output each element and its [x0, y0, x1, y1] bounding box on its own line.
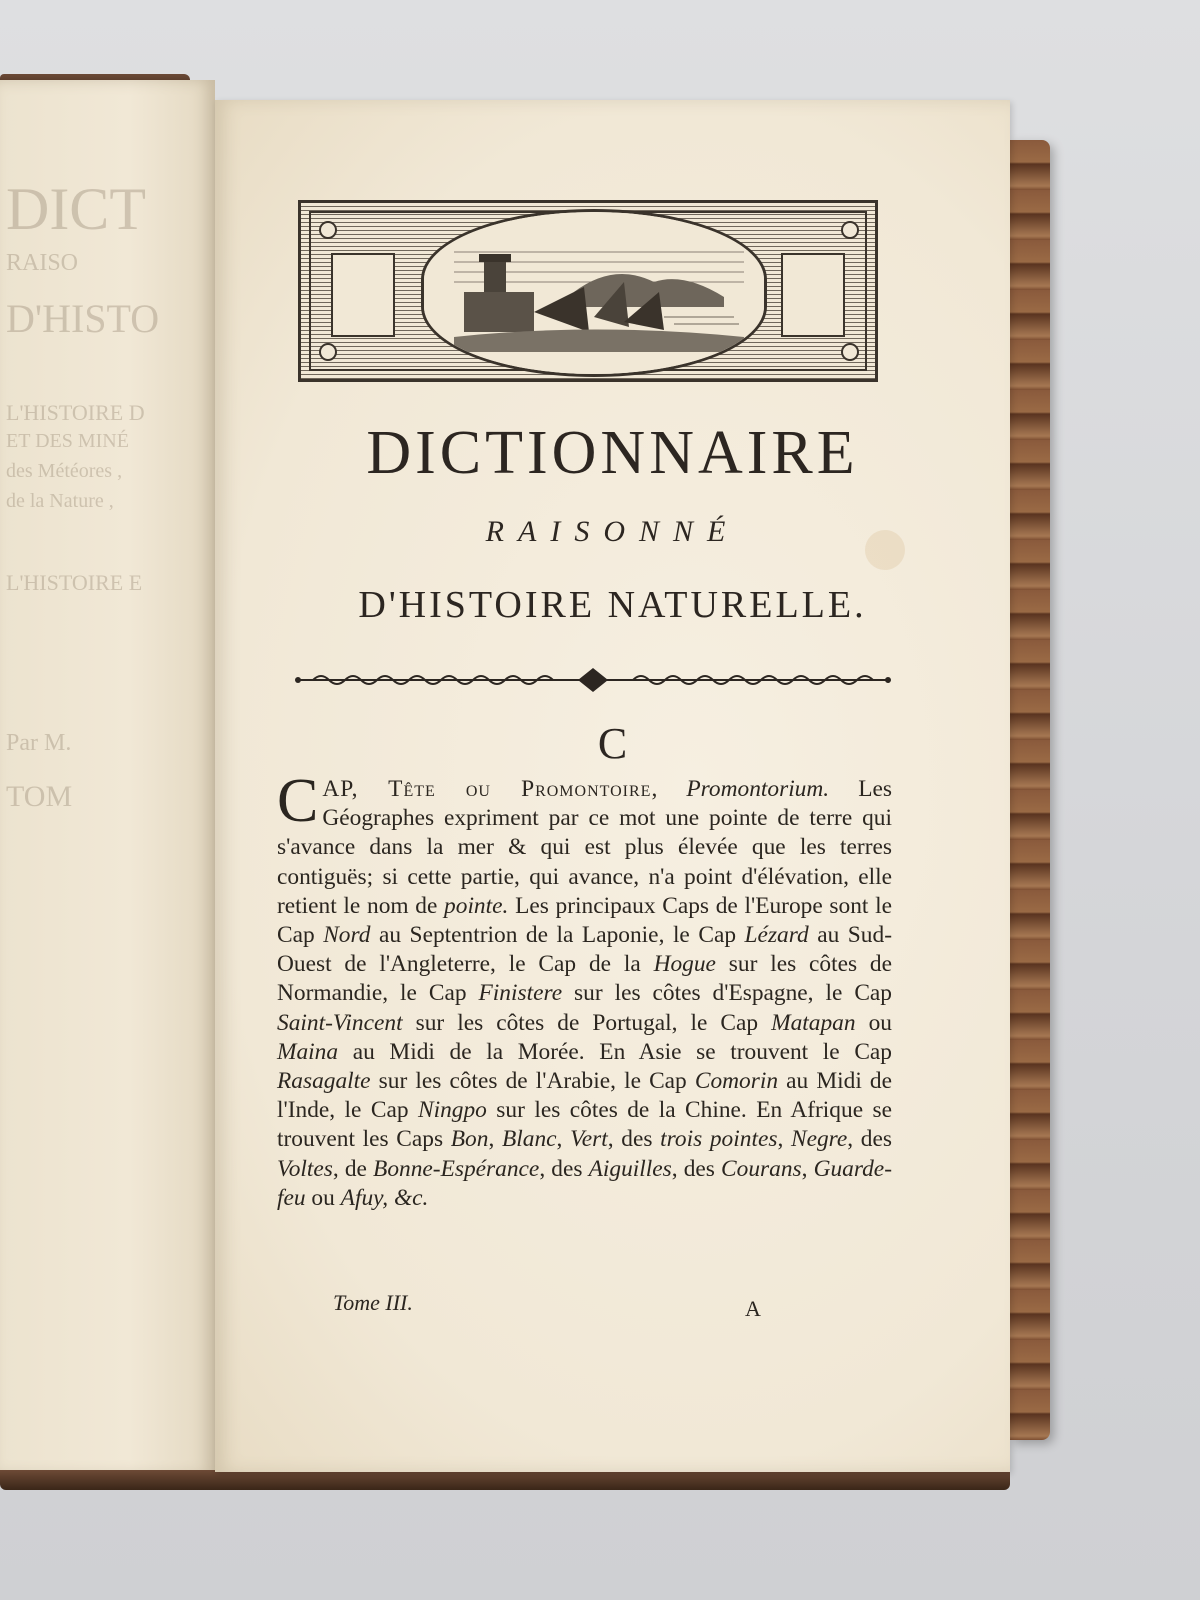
- entry-run: ou: [305, 1184, 341, 1211]
- left-page-ghost-line: Par M.: [6, 730, 72, 756]
- entry-run: , des: [539, 1155, 589, 1182]
- italic-term: Bon: [450, 1126, 489, 1153]
- left-page-ghost-line: de la Nature ,: [6, 490, 114, 512]
- italic-term: Ningpo: [417, 1097, 487, 1124]
- italic-term: Vert: [570, 1126, 608, 1153]
- left-page-ghost-line: D'HISTO: [6, 296, 160, 341]
- italic-term: Finistere: [478, 980, 563, 1007]
- entry-text: [277, 767, 892, 1211]
- left-page: [0, 80, 215, 1475]
- italic-term: Blanc: [501, 1126, 557, 1153]
- drop-cap: C: [277, 767, 319, 835]
- page-subtitle: RAISONNÉ: [485, 515, 740, 548]
- signature-mark: A: [745, 1296, 761, 1321]
- entry-run: ,: [777, 1126, 791, 1153]
- italic-term: trois pointes: [660, 1126, 778, 1153]
- entry-run: , des: [607, 1126, 661, 1153]
- book-bottom-edge: [0, 1470, 1010, 1490]
- headword: AP, Tête ou Promontoire: [322, 776, 652, 802]
- engraved-headpiece: [298, 200, 878, 382]
- italic-term: Aiguilles: [588, 1155, 672, 1182]
- entry-run: , des: [847, 1126, 892, 1153]
- entry-run: au Sud-Ouest de l'Angleterre, le Cap de la: [277, 922, 892, 978]
- entry-run: sur les côtes de Normandie, le Cap: [277, 951, 892, 1007]
- headpiece-rivet: [319, 221, 337, 239]
- coastal-scene-illustration: [424, 212, 764, 374]
- italic-term: Rasagalte: [277, 1068, 371, 1095]
- italic-term: Matapan: [771, 1009, 856, 1036]
- left-page-ghost-line: ET DES MINÉ: [6, 430, 129, 452]
- entry-run: sur les côtes de Portugal, le Cap: [402, 1009, 772, 1036]
- entry-run: au Septentrion de la Laponie, le Cap: [370, 922, 745, 949]
- book-edge: [1010, 140, 1050, 1440]
- left-page-ghost-line: TOM: [6, 780, 73, 813]
- entry-run: Les Géographes expriment par ce mot une pointe de terre qui s'avance dans la mer & qui est plus élevée que les terres contiguës; si cette partie, qui avance, n'a point d'élévation, elle retient le nom de: [277, 776, 892, 919]
- italic-term: Comorin: [694, 1068, 779, 1095]
- right-page: [215, 100, 1010, 1472]
- volume-footer: Tome III.: [333, 1290, 413, 1315]
- left-page-ghost-line: RAISO: [6, 250, 79, 276]
- headpiece-rivet: [841, 343, 859, 361]
- entry-run: au Midi de l'Inde, le Cap: [277, 1068, 892, 1124]
- entry-run: ,: [801, 1155, 814, 1182]
- coastal-scene-vignette: [421, 209, 767, 377]
- page-subtitle-2: D'HISTOIRE NATURELLE.: [358, 584, 867, 626]
- italic-term: Hogue: [653, 951, 716, 978]
- italic-term: Lézard: [744, 922, 809, 949]
- entry-run: ,: [488, 1126, 502, 1153]
- entry-run: au Midi de la Morée. En Asie se trouvent le Cap: [338, 1038, 892, 1065]
- italic-term: , &c.: [382, 1184, 429, 1211]
- entry-run: , des: [671, 1155, 722, 1182]
- left-page-ghost-line: L'HISTOIRE E: [6, 570, 143, 595]
- entry-run: sur les côtes de la Chine. En Afrique se trouvent les Caps: [277, 1097, 892, 1153]
- italic-term: Guarde-feu: [277, 1155, 892, 1211]
- italic-term: Voltes: [277, 1155, 333, 1182]
- headpiece-rivet: [319, 343, 337, 361]
- italic-term: Nord: [323, 922, 371, 949]
- page-title: DICTIONNAIRE: [366, 419, 859, 487]
- italic-term: Promontorium.: [686, 776, 830, 802]
- decorative-rule: [293, 665, 893, 695]
- left-page-ghost-line: des Météores ,: [6, 460, 123, 482]
- italic-term: Maina: [277, 1038, 339, 1065]
- headpiece-side-panel: [331, 253, 395, 337]
- italic-term: pointe.: [444, 892, 509, 919]
- entry-run: ,: [651, 776, 687, 802]
- left-page-ghost-line: DICT: [6, 176, 146, 242]
- dictionary-entry: [277, 767, 892, 1213]
- entry-run: sur les côtes de l'Arabie, le Cap: [370, 1068, 695, 1095]
- headpiece-rivet: [841, 221, 859, 239]
- italic-term: Saint-Vincent: [277, 1009, 403, 1036]
- entry-run: Les principaux Caps de l'Europe sont le Cap: [277, 892, 892, 949]
- italic-term: Bonne-Espérance: [373, 1155, 540, 1182]
- italic-term: Afuy: [340, 1184, 383, 1211]
- headpiece-side-panel: [781, 253, 845, 337]
- entry-run: , de: [332, 1155, 374, 1182]
- section-letter: C: [597, 719, 628, 768]
- italic-term: Courans: [721, 1155, 802, 1182]
- entry-run: ou: [855, 1009, 892, 1036]
- entry-run: ,: [556, 1126, 571, 1153]
- italic-term: Negre: [790, 1126, 848, 1153]
- entry-run: sur les côtes d'Espagne, le Cap: [562, 980, 892, 1007]
- left-page-ghost-line: L'HISTOIRE D: [6, 400, 145, 425]
